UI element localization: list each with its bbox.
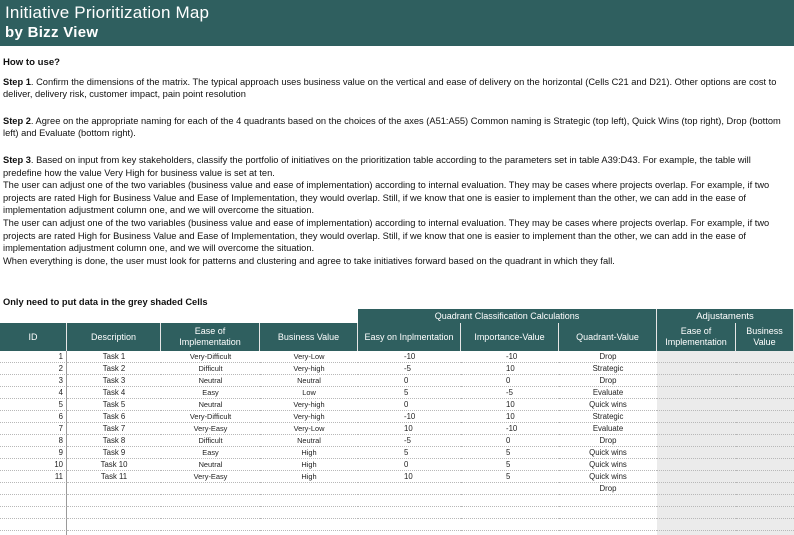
- cell-easy[interactable]: -10: [358, 351, 461, 363]
- cell-importance[interactable]: -5: [461, 387, 559, 399]
- cell-importance[interactable]: 10: [461, 363, 559, 375]
- cell-importance[interactable]: 0: [461, 375, 559, 387]
- cell-business-value[interactable]: High: [260, 459, 358, 471]
- title-banner: [0, 0, 794, 46]
- cell-ease[interactable]: [161, 483, 260, 495]
- cell-quadrant[interactable]: Strategic: [559, 411, 657, 423]
- cell-business-value[interactable]: Very-Low: [260, 423, 358, 435]
- cell-id[interactable]: 5: [0, 399, 67, 411]
- cell-ease[interactable]: Neutral: [161, 399, 260, 411]
- cell-importance[interactable]: [461, 531, 559, 535]
- cell-adj-business-value[interactable]: [736, 531, 794, 535]
- cell-importance[interactable]: -10: [461, 351, 559, 363]
- cell-business-value[interactable]: [260, 531, 358, 535]
- cell-quadrant[interactable]: [559, 519, 657, 531]
- table-row: [0, 459, 794, 471]
- cell-business-value[interactable]: Very-high: [260, 399, 358, 411]
- cell-easy[interactable]: [358, 495, 461, 507]
- cell-adj-business-value[interactable]: [736, 387, 794, 399]
- cell-adj-ease[interactable]: [657, 363, 736, 375]
- cell-adj-business-value[interactable]: [736, 375, 794, 387]
- cell-easy[interactable]: [358, 531, 461, 535]
- cell-quadrant[interactable]: Drop: [559, 375, 657, 387]
- cell-adj-business-value[interactable]: [736, 519, 794, 531]
- cell-id[interactable]: 8: [0, 435, 67, 447]
- cell-ease[interactable]: Neutral: [161, 375, 260, 387]
- cell-ease[interactable]: Very-Difficult: [161, 411, 260, 423]
- adjustments-group-header: Adjustaments: [657, 309, 794, 323]
- cell-adj-ease[interactable]: [657, 435, 736, 447]
- cell-description[interactable]: [67, 531, 161, 535]
- step-3: [3, 154, 789, 179]
- col-header-description[interactable]: Description: [67, 323, 161, 351]
- col-header-importance[interactable]: Importance-Value: [461, 323, 559, 351]
- step-2-text: . Agree on the appropriate naming for each of the 4 quadrants based on the choices of the axes (A51:A55) Common naming is Strategic (top left), Quick Wins (top right), Drop (bottom left) and Evaluate (bottom right).: [3, 115, 781, 139]
- cell-quadrant[interactable]: [559, 531, 657, 535]
- cell-adj-business-value[interactable]: [736, 399, 794, 411]
- cell-adj-ease[interactable]: [657, 399, 736, 411]
- cell-description[interactable]: Task 8: [67, 435, 161, 447]
- cell-adj-ease[interactable]: [657, 411, 736, 423]
- cell-description[interactable]: Task 11: [67, 471, 161, 483]
- table-row: [0, 423, 794, 435]
- cell-business-value[interactable]: Very-high: [260, 363, 358, 375]
- cell-ease[interactable]: Difficult: [161, 363, 260, 375]
- cell-adj-business-value[interactable]: [736, 435, 794, 447]
- cell-easy[interactable]: [358, 519, 461, 531]
- step-1: [3, 76, 789, 101]
- cell-description[interactable]: [67, 495, 161, 507]
- cell-importance[interactable]: 5: [461, 459, 559, 471]
- step-3-label: Step 3: [3, 154, 31, 165]
- cell-quadrant[interactable]: Quick wins: [559, 447, 657, 459]
- cell-adj-ease[interactable]: [657, 507, 736, 519]
- cell-adj-ease[interactable]: [657, 531, 736, 535]
- cell-adj-business-value[interactable]: [736, 507, 794, 519]
- cell-easy[interactable]: 10: [358, 471, 461, 483]
- cell-importance[interactable]: 0: [461, 435, 559, 447]
- cell-importance[interactable]: [461, 507, 559, 519]
- table-row: [0, 447, 794, 459]
- cell-description[interactable]: [67, 507, 161, 519]
- cell-ease[interactable]: Easy: [161, 447, 260, 459]
- cell-quadrant[interactable]: Quick wins: [559, 459, 657, 471]
- instructions-heading: How to use?: [3, 57, 61, 68]
- cell-id[interactable]: [0, 519, 67, 531]
- cell-easy[interactable]: 5: [358, 447, 461, 459]
- cell-adj-ease[interactable]: [657, 471, 736, 483]
- cell-easy[interactable]: 0: [358, 459, 461, 471]
- cell-id[interactable]: 10: [0, 459, 67, 471]
- cell-ease[interactable]: Easy: [161, 387, 260, 399]
- cell-id[interactable]: [0, 507, 67, 519]
- table-row: [0, 519, 794, 531]
- table-row: [0, 531, 794, 535]
- cell-id[interactable]: 4: [0, 387, 67, 399]
- col-header-quadrant[interactable]: Quadrant-Value: [559, 323, 657, 351]
- cell-id[interactable]: 6: [0, 411, 67, 423]
- instruction-paragraph-1: The user can adjust one of the two variables (business value and ease of implementation) according to internal evaluation. They may be cases where projects overlap. For example, if two projects are rated High for Business Value and Ease of Implementation, they would overlap. Still, if we know that one is easier to implement than the other, we can add in the ease of implementation adjustment column one, and we will overcome the situation.: [3, 180, 770, 216]
- cell-id[interactable]: [0, 483, 67, 495]
- cell-description[interactable]: [67, 483, 161, 495]
- cell-adj-business-value[interactable]: [736, 423, 794, 435]
- cell-id[interactable]: [0, 531, 67, 535]
- cell-easy[interactable]: [358, 507, 461, 519]
- cell-ease[interactable]: Very-Difficult: [161, 351, 260, 363]
- cell-adj-ease[interactable]: [657, 375, 736, 387]
- cell-description[interactable]: Task 3: [67, 375, 161, 387]
- table-row: [0, 495, 794, 507]
- cell-importance[interactable]: [461, 495, 559, 507]
- col-header-easy[interactable]: Easy on Inplmentation: [358, 323, 461, 351]
- cell-easy[interactable]: 5: [358, 387, 461, 399]
- cell-easy[interactable]: -5: [358, 435, 461, 447]
- cell-business-value[interactable]: Very-Low: [260, 351, 358, 363]
- cell-business-value[interactable]: Neutral: [260, 435, 358, 447]
- table-row: [0, 435, 794, 447]
- cell-description[interactable]: Task 6: [67, 411, 161, 423]
- cell-ease[interactable]: Very-Easy: [161, 471, 260, 483]
- page-title: Initiative Prioritization Map: [5, 3, 210, 22]
- step-1-text: . Confirm the dimensions of the matrix. The typical approach uses business value on the vertical and ease of delivery on the horizontal (Cells C21 and D21). Other options are cost to deliver, delivery risk, customer impact, pain point resolution: [3, 76, 777, 100]
- cell-adj-ease[interactable]: [657, 495, 736, 507]
- cell-description[interactable]: Task 9: [67, 447, 161, 459]
- cell-business-value[interactable]: Very-high: [260, 411, 358, 423]
- cell-quadrant[interactable]: Strategic: [559, 363, 657, 375]
- cell-business-value[interactable]: Low: [260, 387, 358, 399]
- cell-adj-business-value[interactable]: [736, 447, 794, 459]
- table-row: [0, 375, 794, 387]
- cell-easy[interactable]: 10: [358, 423, 461, 435]
- cell-business-value[interactable]: High: [260, 447, 358, 459]
- cell-quadrant[interactable]: Drop: [559, 435, 657, 447]
- cell-description[interactable]: Task 2: [67, 363, 161, 375]
- cell-ease[interactable]: Neutral: [161, 459, 260, 471]
- cell-id[interactable]: 3: [0, 375, 67, 387]
- col-header-adj-ease[interactable]: Ease of Implementation: [657, 323, 736, 351]
- cell-adj-business-value[interactable]: [736, 411, 794, 423]
- cell-quadrant[interactable]: Quick wins: [559, 399, 657, 411]
- cell-easy[interactable]: 0: [358, 375, 461, 387]
- cell-quadrant[interactable]: [559, 495, 657, 507]
- cell-importance[interactable]: [461, 483, 559, 495]
- col-header-business-value[interactable]: Business Value: [260, 323, 358, 351]
- cell-ease[interactable]: [161, 519, 260, 531]
- cell-ease[interactable]: Difficult: [161, 435, 260, 447]
- page-subtitle: by Bizz View: [5, 24, 99, 41]
- table-row: [0, 363, 794, 375]
- cell-adj-business-value[interactable]: [736, 495, 794, 507]
- cell-importance[interactable]: 5: [461, 447, 559, 459]
- cell-easy[interactable]: -5: [358, 363, 461, 375]
- cell-description[interactable]: Task 4: [67, 387, 161, 399]
- cell-id[interactable]: 9: [0, 447, 67, 459]
- col-header-id[interactable]: ID: [0, 323, 67, 351]
- cell-description[interactable]: [67, 519, 161, 531]
- instruction-paragraph-2: The user can adjust one of the two variables (business value and ease of implementation) according to internal evaluation. They may be cases where projects overlap. For example, if two projects are rated High for Business Value and Ease of Implementation, they would overlap. Still, if we know that one is easier to implement than the other, we can add in the ease of implementation adjustment column one, and we will overcome the situation.: [3, 217, 770, 254]
- cell-easy[interactable]: 0: [358, 399, 461, 411]
- cell-id[interactable]: 11: [0, 471, 67, 483]
- step-1-label: Step 1: [3, 76, 31, 87]
- cell-quadrant[interactable]: Evaluate: [559, 387, 657, 399]
- cell-id[interactable]: 7: [0, 423, 67, 435]
- cell-importance[interactable]: 10: [461, 399, 559, 411]
- step-2-label: Step 2: [3, 115, 31, 126]
- cell-adj-ease[interactable]: [657, 387, 736, 399]
- cell-adj-business-value[interactable]: [736, 363, 794, 375]
- cell-adj-business-value[interactable]: [736, 459, 794, 471]
- cell-easy[interactable]: [358, 483, 461, 495]
- cell-id[interactable]: [0, 495, 67, 507]
- cell-importance[interactable]: 5: [461, 471, 559, 483]
- cell-ease[interactable]: Very-Easy: [161, 423, 260, 435]
- instruction-paragraph-3: When everything is done, the user must look for patterns and clustering and agree to take initiatives forward based on the quadrant in which they fall.: [3, 255, 615, 266]
- calc-group-header: Quadrant Classification Calculations: [358, 309, 657, 323]
- table-row: [0, 387, 794, 399]
- cell-description[interactable]: Task 5: [67, 399, 161, 411]
- table-row: [0, 507, 794, 519]
- cell-id[interactable]: 2: [0, 363, 67, 375]
- cell-importance[interactable]: 10: [461, 411, 559, 423]
- cell-id[interactable]: 1: [0, 351, 67, 363]
- cell-adj-ease[interactable]: [657, 519, 736, 531]
- cell-description[interactable]: Task 1: [67, 351, 161, 363]
- step-3-text: . Based on input from key stakeholders, classify the portfolio of initiatives on the prioritization table according to the parameters set in table A39:D43. For example, the table will predefine how the value Very High for business value is set at ten.: [3, 154, 751, 178]
- cell-adj-business-value[interactable]: [736, 471, 794, 483]
- instructions-block: [3, 57, 789, 267]
- cell-ease[interactable]: [161, 507, 260, 519]
- cell-quadrant[interactable]: Evaluate: [559, 423, 657, 435]
- cell-adj-ease[interactable]: [657, 459, 736, 471]
- cell-adj-ease[interactable]: [657, 351, 736, 363]
- cell-ease[interactable]: [161, 495, 260, 507]
- cell-adj-ease[interactable]: [657, 483, 736, 495]
- table-row: [0, 411, 794, 423]
- cell-adj-ease[interactable]: [657, 423, 736, 435]
- cell-importance[interactable]: -10: [461, 423, 559, 435]
- table-row: [0, 483, 794, 495]
- step-2: [3, 115, 789, 140]
- cell-adj-ease[interactable]: [657, 447, 736, 459]
- cell-business-value[interactable]: [260, 519, 358, 531]
- cell-business-value[interactable]: High: [260, 471, 358, 483]
- cell-business-value[interactable]: [260, 495, 358, 507]
- cell-business-value[interactable]: [260, 507, 358, 519]
- cell-description[interactable]: Task 7: [67, 423, 161, 435]
- cell-quadrant[interactable]: [559, 507, 657, 519]
- cell-adj-business-value[interactable]: [736, 351, 794, 363]
- table-row: [0, 399, 794, 411]
- cell-ease[interactable]: [161, 531, 260, 535]
- col-header-ease[interactable]: Ease of Implementation: [161, 323, 260, 351]
- cell-quadrant[interactable]: Drop: [559, 351, 657, 363]
- table-row: [0, 351, 794, 363]
- col-header-adj-bv[interactable]: Business Value: [736, 323, 794, 351]
- cell-quadrant[interactable]: Quick wins: [559, 471, 657, 483]
- cell-importance[interactable]: [461, 519, 559, 531]
- cell-business-value[interactable]: [260, 483, 358, 495]
- cell-easy[interactable]: -10: [358, 411, 461, 423]
- cell-quadrant[interactable]: Drop: [559, 483, 657, 495]
- grey-cells-note: Only need to put data in the grey shaded Cells: [3, 297, 208, 307]
- cell-description[interactable]: Task 10: [67, 459, 161, 471]
- table-row: [0, 471, 794, 483]
- cell-adj-business-value[interactable]: [736, 483, 794, 495]
- cell-business-value[interactable]: Neutral: [260, 375, 358, 387]
